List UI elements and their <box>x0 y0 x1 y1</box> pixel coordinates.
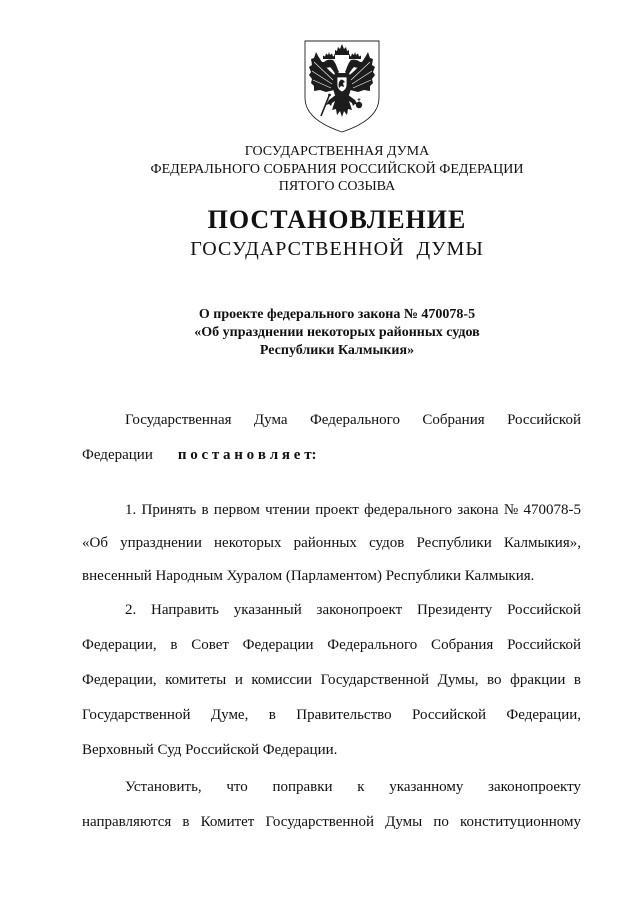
paragraph-1-line: внесенный Народным Хуралом (Парламентом) Республики Калмыкия. <box>82 568 535 584</box>
preamble-line <box>82 445 581 465</box>
subject-line: Республики Калмыкия» <box>259 343 415 358</box>
paragraph-1-line: 1. Принять в первом чтении проект федерального закона № 470078-5 <box>125 502 581 518</box>
preamble-line: Государственная Дума Федерального Собрания Российской <box>125 412 581 428</box>
paragraph-3-line: Установить, что поправки к указанному законопроекту <box>125 779 581 795</box>
document-type-title: ПОСТАНОВЛЕНИЕ <box>207 205 467 234</box>
paragraph-2-line: Федерации, комитеты и комиссии Государственной Думы, во фракции в <box>82 672 581 688</box>
resolves-word: п о с т а н о в л я е т: <box>177 447 317 463</box>
paragraph-2-line: 2. Направить указанный законопроект Президенту Российской <box>125 602 581 618</box>
left-crown-icon <box>323 52 335 59</box>
right-crown-icon <box>349 52 361 59</box>
subject-line: О проекте федерального закона № 470078-5 <box>198 307 476 322</box>
paragraph-3-line: направляются в Комитет Государственной Думы по конституционному <box>82 814 581 830</box>
preamble-line-text: Федерации <box>82 447 153 463</box>
subject-line: «Об упразднении некоторых районных судов <box>194 325 480 340</box>
emblem-svg <box>302 38 382 134</box>
large-crown-icon <box>335 44 349 55</box>
document-type-issuer: ГОСУДАРСТВЕННОЙ ДУМЫ <box>190 238 484 260</box>
issuer-line-duma: ГОСУДАРСТВЕННАЯ ДУМА <box>244 144 430 159</box>
paragraph-1-line: «Об упразднении некоторых районных судов Республики Калмыкия», <box>82 535 581 551</box>
paragraph-2-line: Государственной Думе, в Правительство Российской Федерации, <box>82 707 581 723</box>
paragraph-2-line: Верховный Суд Российской Федерации. <box>82 742 338 758</box>
issuer-line-federal-assembly: ФЕДЕРАЛЬНОГО СОБРАНИЯ РОССИЙСКОЙ ФЕДЕРАЦИИ <box>150 162 524 177</box>
paragraph-2-line: Федерации, в Совет Федерации Федерального Собрания Российской <box>82 637 581 653</box>
orb-icon <box>356 98 362 108</box>
state-emblem <box>302 38 382 134</box>
issuer-line-convocation: ПЯТОГО СОЗЫВА <box>278 179 396 194</box>
scepter-icon <box>321 94 331 116</box>
